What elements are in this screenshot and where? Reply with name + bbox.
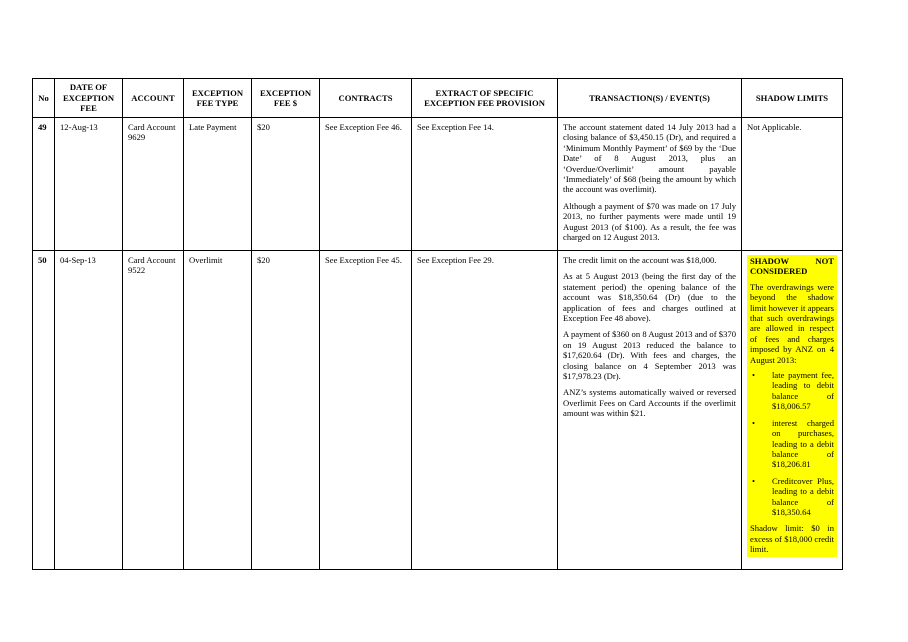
shadow-intro: The overdrawings were beyond the shadow limit however it appears that such overdrawings are allowed in respect of fees and charges imposed by ANZ on 4 August 2013: <box>750 281 834 365</box>
fee-amount: $20 <box>252 118 320 251</box>
table-row <box>33 118 843 251</box>
extract-ref: See Exception Fee 14. <box>412 118 558 251</box>
header-no: No <box>33 79 55 118</box>
events-cell <box>558 251 742 570</box>
table-row <box>33 251 843 570</box>
events-cell <box>558 118 742 251</box>
event-paragraph: Although a payment of $70 was made on 17 July 2013, no further payments were made until 19 August 2013 (of $100). As a result, the fee was charged on 12 August 2013. <box>563 200 736 243</box>
shadow-bullet-list <box>750 370 834 517</box>
row-number: 49 <box>33 118 55 251</box>
header-shadow: SHADOW LIMITS <box>742 79 843 118</box>
header-fee-type: EXCEPTION FEE TYPE <box>184 79 252 118</box>
list-item: • late payment fee, leading to debit balance of $18,006.57 <box>772 370 834 412</box>
fee-date: 12-Aug-13 <box>55 118 123 251</box>
header-extract: EXTRACT OF SPECIFIC EXCEPTION FEE PROVISION <box>412 79 558 118</box>
header-account: ACCOUNT <box>123 79 184 118</box>
contracts-ref: See Exception Fee 46. <box>320 118 412 251</box>
extract-ref: See Exception Fee 29. <box>412 251 558 570</box>
shadow-limit-cell <box>742 251 843 570</box>
fee-date: 04-Sep-13 <box>55 251 123 570</box>
header-fee: EXCEPTION FEE $ <box>252 79 320 118</box>
header-events: TRANSACTION(S) / EVENT(S) <box>558 79 742 118</box>
account-name: Card Account 9629 <box>123 118 184 251</box>
exception-fee-table <box>32 78 843 570</box>
event-paragraph: The credit limit on the account was $18,000. <box>563 255 717 265</box>
shadow-limit: Not Applicable. <box>742 118 843 251</box>
shadow-footer: Shadow limit: $0 in excess of $18,000 credit limit. <box>750 523 834 555</box>
header-row <box>33 79 843 118</box>
header-date: DATE OF EXCEPTION FEE <box>55 79 123 118</box>
event-paragraph: As at 5 August 2013 (being the first day of the statement period) the opening balance of the account was $18,350.64 (Dr) (due to the application of fees and charges outlined at Exception Fee 48 above). <box>563 271 736 324</box>
row-number: 50 <box>33 251 55 570</box>
account-name: Card Account 9522 <box>123 251 184 570</box>
contracts-ref: See Exception Fee 45. <box>320 251 412 570</box>
event-paragraph: ANZ’s systems automatically waived or reversed Overlimit Fees on Card Accounts if the overlimit amount was within $21. <box>563 387 736 419</box>
highlighted-shadow-box <box>747 255 837 557</box>
fee-amount: $20 <box>252 251 320 570</box>
fee-type: Overlimit <box>184 251 252 570</box>
list-item: • Creditcover Plus, leading to a debit balance of $18,350.64 <box>772 476 834 518</box>
fee-type: Late Payment <box>184 118 252 251</box>
shadow-title: SHADOW NOT CONSIDERED <box>750 256 834 277</box>
event-paragraph: The account statement dated 14 July 2013 had a closing balance of $3,450.15 (Dr), and required a ‘Minimum Monthly Payment’ of $69 by the ‘Due Date’ of 8 August 2013, plus an ‘Overdue/Overlimit’ amount payable ‘Immediately’ of $68 (being the amount by which the account was overlimit). <box>563 122 736 195</box>
event-paragraph: A payment of $360 on 8 August 2013 and of $370 on 19 August 2013 reduced the balance to $17,620.64 (Dr). With fees and charges, the closing balance on 4 September 2013 was $17,978.23 (Dr). <box>563 329 736 382</box>
header-contracts: CONTRACTS <box>320 79 412 118</box>
list-item: • interest charged on purchases, leading to a debit balance of $18,206.81 <box>772 418 834 470</box>
